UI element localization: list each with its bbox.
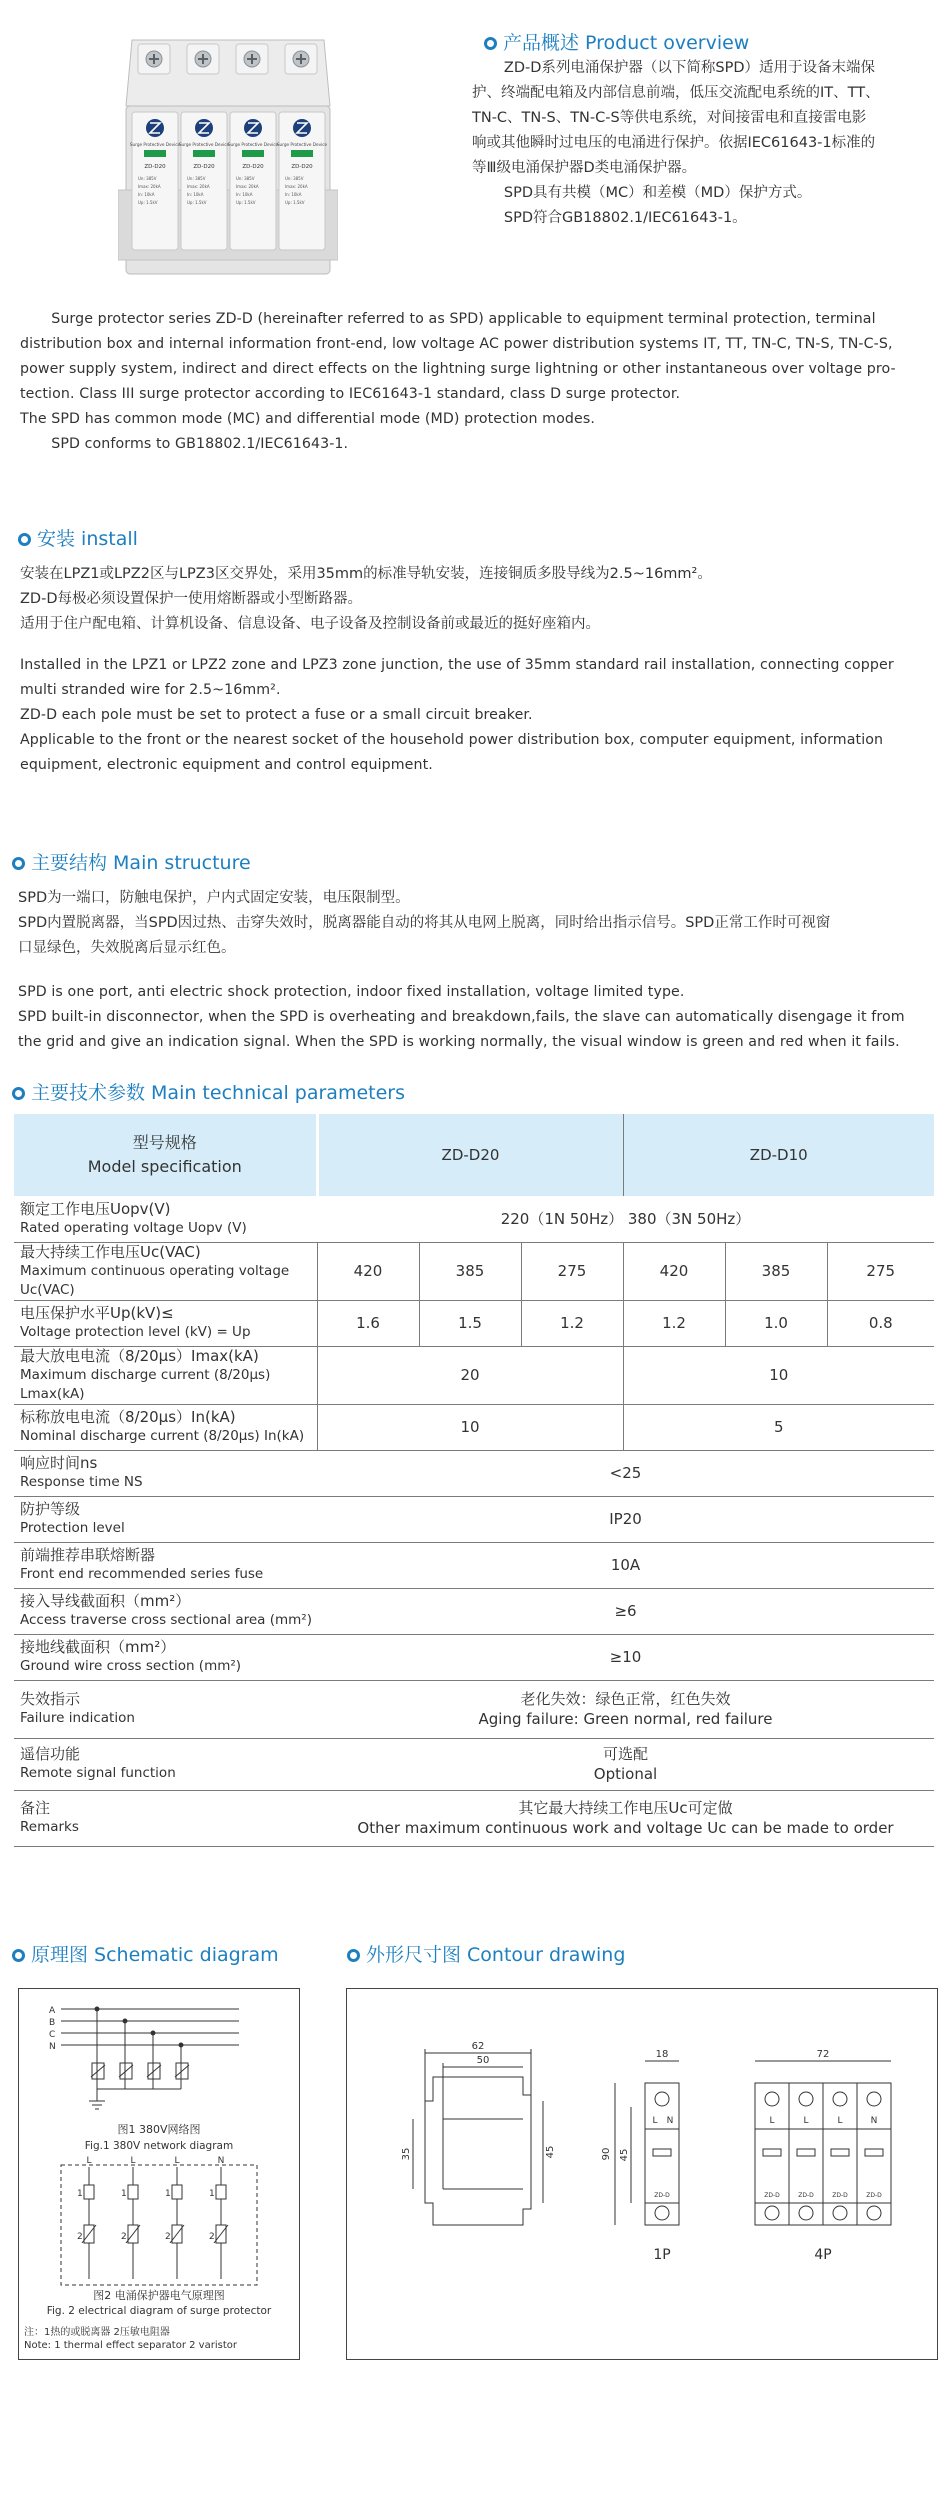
junction-dot [123, 2019, 127, 2023]
structure-en-line: SPD is one port, anti electric shock protection, indoor fixed installation, voltage limited type. [18, 984, 685, 1000]
module-spec-text: Un: 385V [138, 176, 157, 181]
row-label-en: Protection level [20, 1520, 125, 1536]
table-row [14, 1790, 934, 1846]
install-en-line: Installed in the LPZ1 or LPZ2 zone and LPZ3 zone junction, the use of 35mm standard rail installation, connecting copper [20, 657, 894, 673]
table-row [14, 1346, 934, 1404]
dim-label: 45 [545, 2145, 556, 2159]
module-spec-text: Imax: 20kA [187, 184, 210, 189]
module-spec-text: Up: 1.5kV [285, 200, 305, 205]
install-en-line: Applicable to the front or the nearest socket of the household power distribution box, computer equipment, information [20, 732, 884, 748]
row-label-cn: 接地线截面积（mm²） [20, 1638, 176, 1656]
product-image [118, 30, 338, 280]
overview-en-line: distribution box and internal information front-end, low voltage AC power distribution systems IT, TT, TN-C, TN-S, TN-C-S, [20, 336, 893, 352]
overview-line: 响或其他瞬时过电压的电涌进行保护。依据IEC61643-1标准的 [472, 135, 876, 151]
junction-dot [151, 2031, 155, 2035]
module-model-text: ZD-D20 [144, 164, 166, 170]
dim-label: 50 [476, 2055, 490, 2066]
value-cell [317, 1680, 934, 1738]
install-line: ZD-D每极必须设置保护一使用熔断器或小型断路器。 [20, 591, 362, 607]
value-text: IP20 [609, 1510, 642, 1528]
value-cell: 0.8 [827, 1300, 934, 1346]
contour-frame [346, 1988, 938, 2360]
value-cell: 1.6 [317, 1300, 419, 1346]
value-text: 其它最大持续工作电压Uc可定做 [518, 1799, 733, 1817]
row-label-cell [14, 1242, 317, 1300]
fig2-caption-en: Fig. 2 electrical diagram of surge protector [46, 2305, 272, 2317]
ring-bullet-icon [12, 857, 25, 870]
overview-line: 护、终端配电箱及内部信息前端，低压交流配电系统的IT、TT、 [472, 85, 880, 101]
module-brand-text: Surge Protective Device [227, 142, 279, 147]
value-cell: 1.0 [725, 1300, 827, 1346]
pole-label: L [652, 2116, 658, 2126]
terminal-screw-icon [765, 2206, 779, 2220]
structure-heading: 主要结构 Main structure [12, 848, 251, 875]
table-row [14, 1242, 934, 1300]
fig2-num-label: 2 [77, 2232, 83, 2242]
row-label-cell [14, 1588, 317, 1634]
fig2-pole-label: L [86, 2156, 92, 2166]
pole-label: N [870, 2116, 878, 2126]
table-header-row [14, 1114, 934, 1196]
terminal-screw-icon [655, 2206, 669, 2220]
table-row [14, 1588, 934, 1634]
thermal-separator-symbol [84, 2185, 94, 2199]
header-label-en: Model specification [87, 1157, 242, 1176]
fig1-caption-cn: 图1 380V网络图 [117, 2123, 201, 2136]
value-cell: 1.2 [521, 1300, 623, 1346]
row-label-cell [14, 1450, 317, 1496]
terminal-screw-icon [867, 2092, 881, 2106]
schematic-frame [18, 1988, 300, 2360]
structure-en-line: SPD built-in disconnector, when the SPD is overheating and breakdown,fails, the slave can automatically disengage it from [18, 1009, 905, 1025]
overview-en-line: tection. Class III surge protector according to IEC61643-1 standard, class D surge protector. [20, 386, 681, 402]
ring-bullet-icon [18, 533, 31, 546]
status-window [193, 150, 215, 157]
fig2-num-label: 1 [209, 2189, 215, 2199]
fig2-num-label: 2 [121, 2232, 127, 2242]
fig2-num-label: 2 [209, 2232, 215, 2242]
overview-cn-text [472, 56, 942, 231]
table-row [14, 1542, 934, 1588]
value-text-en: Optional [593, 1765, 658, 1783]
module-spec-text: Imax: 20kA [285, 184, 308, 189]
fig2-num-label: 2 [165, 2232, 171, 2242]
structure-line: SPD内置脱离器，当SPD因过热、击穿失效时，脱离器能自动的将其从电网上脱离，同时给出指示信号。SPD正常工作时可视窗 [18, 915, 831, 931]
overview-en-text [20, 307, 940, 457]
row-label-cell [14, 1790, 317, 1846]
value-cell: 420 [317, 1242, 419, 1300]
module-spec-text: In: 10kA [138, 192, 155, 197]
phase-label: B [49, 2018, 56, 2028]
row-label-en: Remarks [20, 1819, 79, 1835]
module-spec-text: In: 10kA [236, 192, 253, 197]
table-row [14, 1404, 934, 1450]
fig2-num-label: 1 [77, 2189, 83, 2199]
value-cell: 10 [317, 1404, 623, 1450]
overview-heading: 产品概述 Product overview [484, 28, 749, 55]
schematic-note-block [24, 2326, 237, 2352]
module-spec-text: In: 10kA [187, 192, 204, 197]
module-model-text: ZD-D20 [291, 164, 313, 170]
spec-table [14, 1114, 934, 1847]
fig2-caption-cn: 图2 电涌保护器电气原理图 [93, 2289, 225, 2302]
value-cell [317, 1496, 934, 1542]
ring-bullet-icon [12, 1087, 25, 1100]
module-spec-text: Imax: 20kA [236, 184, 259, 189]
status-window [242, 150, 264, 157]
dim-label: 18 [655, 2049, 669, 2060]
module-spec-text: Un: 385V [285, 176, 304, 181]
thermal-separator-symbol [128, 2185, 138, 2199]
overview-line: 等Ⅲ级电涌保护器D类电涌保护器。 [472, 160, 697, 176]
terminal-screw-icon [867, 2206, 881, 2220]
dim-label: 90 [601, 2147, 612, 2161]
row-label-cell [14, 1496, 317, 1542]
value-text-en: Aging failure: Green normal, red failure [478, 1710, 773, 1728]
row-label-cell [14, 1196, 317, 1242]
row-label-cn: 备注 [20, 1799, 51, 1817]
module-spec-text: Imax: 20kA [138, 184, 161, 189]
spd-symbol-slash [119, 2065, 133, 2077]
overview-en-line: SPD conforms to GB18802.1/IEC61643-1. [51, 436, 349, 452]
module-spec-text: Un: 385V [187, 176, 206, 181]
value-cell: 275 [827, 1242, 934, 1300]
contour-heading: 外形尺寸图 Contour drawing [347, 1940, 625, 1967]
header-model-b: ZD-D10 [623, 1114, 934, 1196]
terminal-screw-icon [833, 2206, 847, 2220]
value-cell [317, 1196, 934, 1242]
row-label-en: Front end recommended series fuse [20, 1566, 264, 1582]
row-label-cell [14, 1346, 317, 1404]
row-label-cell [14, 1404, 317, 1450]
row-label-cn: 最大放电电流（8/20μs）Imax(kA) [20, 1346, 259, 1365]
overview-line: TN-C、TN-S、TN-C-S等供电系统，对间接雷电和直接雷电影 [472, 110, 867, 126]
row-label-en: Response time NS [20, 1474, 143, 1490]
module-spec-text: Up: 1.5kV [187, 200, 207, 205]
pole-label: L [803, 2116, 809, 2126]
module-model-text: ZD-D20 [242, 164, 264, 170]
fig2-pole-label: L [130, 2156, 136, 2166]
module-spec-text: Up: 1.5kV [138, 200, 158, 205]
row-label-cn: 前端推荐串联熔断器 [20, 1546, 156, 1564]
pole-label: N [666, 2116, 674, 2126]
install-line: 安装在LPZ1或LPZ2区与LPZ3区交界处，采用35mm的标准导轨安装，连接铜质多股导线为2.5~16mm²。 [20, 566, 712, 582]
row-label-en: Voltage protection level (kV) = Up [20, 1324, 251, 1340]
install-en-line: ZD-D each pole must be set to protect a fuse or a small circuit breaker. [20, 707, 533, 723]
row-label-cn: 最大持续工作电压Uc(VAC) [20, 1242, 201, 1261]
row-label-en: Rated operating voltage Uopv (V) [20, 1219, 247, 1236]
terminal-screw-icon [765, 2092, 779, 2106]
module-label: ZD-D [654, 2192, 670, 2199]
module-label: ZD-D [866, 2192, 882, 2199]
module-spec-text: In: 10kA [285, 192, 302, 197]
terminal-screw-icon [799, 2206, 813, 2220]
junction-dot [95, 2007, 99, 2011]
value-cell [317, 1790, 934, 1846]
row-label-en: Ground wire cross section (mm²) [20, 1658, 242, 1674]
module-spec-text: Up: 1.5kV [236, 200, 256, 205]
table-row [14, 1300, 934, 1346]
table-row [14, 1738, 934, 1790]
row-label-cn: 标称放电电流（8/20μs）In(kA) [20, 1408, 236, 1426]
module-brand-text: Surge Protective Device [178, 142, 230, 147]
install-en-line: multi stranded wire for 2.5~16mm². [20, 682, 281, 698]
value-cell [317, 1738, 934, 1790]
structure-en-line: the grid and give an indication signal. When the SPD is working normally, the visual window is green and red when it fails. [18, 1034, 900, 1050]
value-cell: 420 [623, 1242, 725, 1300]
schematic-heading: 原理图 Schematic diagram [12, 1940, 279, 1967]
value-cell [317, 1634, 934, 1680]
fig2-num-label: 1 [121, 2189, 127, 2199]
overview-en-line: Surge protector series ZD-D (hereinafter referred to as SPD) applicable to equipment terminal protection, terminal [51, 311, 876, 327]
thermal-separator-symbol [172, 2185, 182, 2199]
value-text: 220（1N 50Hz） 380（3N 50Hz） [500, 1209, 751, 1228]
value-cell [317, 1450, 934, 1496]
value-cell: 10 [623, 1346, 934, 1404]
overview-line: SPD符合GB18802.1/IEC61643-1。 [503, 210, 747, 226]
value-text: 老化失效：绿色正常，红色失效 [520, 1690, 731, 1708]
install-line: 适用于住户配电箱、计算机设备、信息设备、电子设备及控制设备前或最近的挺好座箱内。 [20, 616, 600, 632]
table-row [14, 1634, 934, 1680]
front-1p-outline [645, 2083, 679, 2225]
row-label-en: Access traverse cross sectional area (mm²) [20, 1612, 312, 1628]
dim-label: 45 [619, 2148, 630, 2162]
fig2-pole-label: N [217, 2156, 225, 2166]
row-label-cn: 额定工作电压Uopv(V) [20, 1199, 171, 1218]
row-label-cn: 响应时间ns [20, 1454, 98, 1472]
module-label: ZD-D [764, 2192, 780, 2199]
table-row [14, 1196, 934, 1242]
value-cell: 385 [725, 1242, 827, 1300]
module-brand-text: Surge Protective Device [276, 142, 328, 147]
value-text: ≥10 [609, 1648, 642, 1666]
ground-icon [89, 2101, 105, 2109]
install-en-text [20, 653, 940, 778]
schematic-note-cn: 注：1热的或脱离器 2压敏电阻器 [24, 2327, 170, 2338]
install-heading: 安装 install [18, 524, 138, 551]
junction-dot [179, 2043, 183, 2047]
structure-line: 口显绿色，失效脱离后显示红色。 [18, 940, 236, 956]
header-label-cn: 型号规格 [132, 1133, 197, 1152]
table-row [14, 1450, 934, 1496]
ring-bullet-icon [347, 1949, 360, 1962]
value-text: 10A [610, 1556, 641, 1574]
row-label-cell [14, 1542, 317, 1588]
dim-label: 72 [816, 2049, 830, 2060]
module-label: ZD-D [798, 2192, 814, 2199]
status-window [291, 150, 313, 157]
module-brand-text: Surge Protective Device [129, 142, 181, 147]
overview-en-line: The SPD has common mode (MC) and differential mode (MD) protection modes. [20, 411, 595, 427]
contour-drawing [347, 1989, 937, 2321]
row-label-en: Remote signal function [20, 1765, 176, 1781]
value-text-en: Other maximum continuous work and voltage Uc can be made to order [357, 1819, 894, 1837]
row-label-cell [14, 1738, 317, 1790]
schematic-diagram [19, 1989, 299, 2321]
row-label-en: Maximum discharge current (8/20μs) Lmax(kA) [20, 1366, 271, 1402]
fig2-pole-label: L [174, 2156, 180, 2166]
row-label-cn: 遥信功能 [20, 1745, 81, 1763]
params-heading: 主要技术参数 Main technical parameters [12, 1078, 405, 1105]
ring-bullet-icon [12, 1949, 25, 1962]
row-label-cn: 防护等级 [20, 1500, 81, 1518]
overview-line: ZD-D系列电涌保护器（以下简称SPD）适用于设备末端保 [503, 60, 875, 76]
module-model-text: ZD-D20 [193, 164, 215, 170]
schematic-note-en: Note: 1 thermal effect separator 2 varistor [24, 2340, 237, 2351]
spd-symbol-slash [147, 2065, 161, 2077]
pole-label: L [769, 2116, 775, 2126]
spd-symbol-slash [91, 2065, 105, 2077]
ring-bullet-icon [484, 37, 497, 50]
dim-label: 62 [471, 2041, 485, 2052]
table-row [14, 1680, 934, 1738]
phase-label: A [49, 2006, 56, 2016]
header-model-a: ZD-D20 [317, 1114, 623, 1196]
caption-4p: 4P [814, 2247, 832, 2263]
structure-line: SPD为一端口，防触电保护，户内式固定安装，电压限制型。 [18, 890, 410, 906]
terminal-screw-icon [833, 2092, 847, 2106]
row-label-en: Maximum continuous operating voltage Uc(VAC) [20, 1262, 290, 1298]
structure-cn-text [18, 886, 938, 961]
fig2-num-label: 1 [165, 2189, 171, 2199]
value-cell: 385 [419, 1242, 521, 1300]
row-label-en: Nominal discharge current (8/20μs) In(kA) [20, 1428, 305, 1444]
terminal-screw-icon [655, 2092, 669, 2106]
module-label: ZD-D [832, 2192, 848, 2199]
install-cn-text [20, 562, 940, 637]
row-label-cell [14, 1680, 317, 1738]
value-cell [317, 1588, 934, 1634]
row-label-cell [14, 1300, 317, 1346]
row-label-cn: 接入导线截面积（mm²） [20, 1592, 191, 1610]
phase-label: C [49, 2030, 56, 2040]
overview-line: SPD具有共模（MC）和差模（MD）保护方式。 [503, 185, 812, 201]
value-cell: 275 [521, 1242, 623, 1300]
pole-label: L [837, 2116, 843, 2126]
row-label-cell [14, 1634, 317, 1680]
fig1-caption-en: Fig.1 380V network diagram [84, 2140, 234, 2152]
thermal-separator-symbol [216, 2185, 226, 2199]
value-cell: 20 [317, 1346, 623, 1404]
spd-symbol-slash [175, 2065, 189, 2077]
row-label-en: Failure indication [20, 1710, 135, 1726]
value-cell: 1.2 [623, 1300, 725, 1346]
value-cell: 1.5 [419, 1300, 521, 1346]
status-window [144, 150, 166, 157]
value-cell [317, 1542, 934, 1588]
structure-en-text [18, 980, 938, 1055]
dim-label: 35 [401, 2147, 412, 2161]
overview-en-line: power supply system, indirect and direct effects on the lightning surge lightning or other instantaneous over voltage pro- [20, 361, 896, 377]
value-text: ≥6 [614, 1602, 637, 1620]
table-row [14, 1496, 934, 1542]
row-label-cn: 失效指示 [20, 1690, 81, 1708]
side-view-outline [425, 2077, 531, 2225]
row-label-cn: 电压保护水平Up(kV)≤ [20, 1304, 174, 1322]
caption-1p: 1P [653, 2247, 671, 2263]
header-label-cell [14, 1114, 317, 1196]
value-text: 可选配 [602, 1745, 648, 1763]
module-spec-text: Un: 385V [236, 176, 255, 181]
phase-label: N [49, 2042, 56, 2052]
install-en-line: equipment, electronic equipment and control equipment. [20, 757, 433, 773]
value-text: <25 [609, 1464, 642, 1482]
terminal-screw-icon [799, 2092, 813, 2106]
value-cell: 5 [623, 1404, 934, 1450]
